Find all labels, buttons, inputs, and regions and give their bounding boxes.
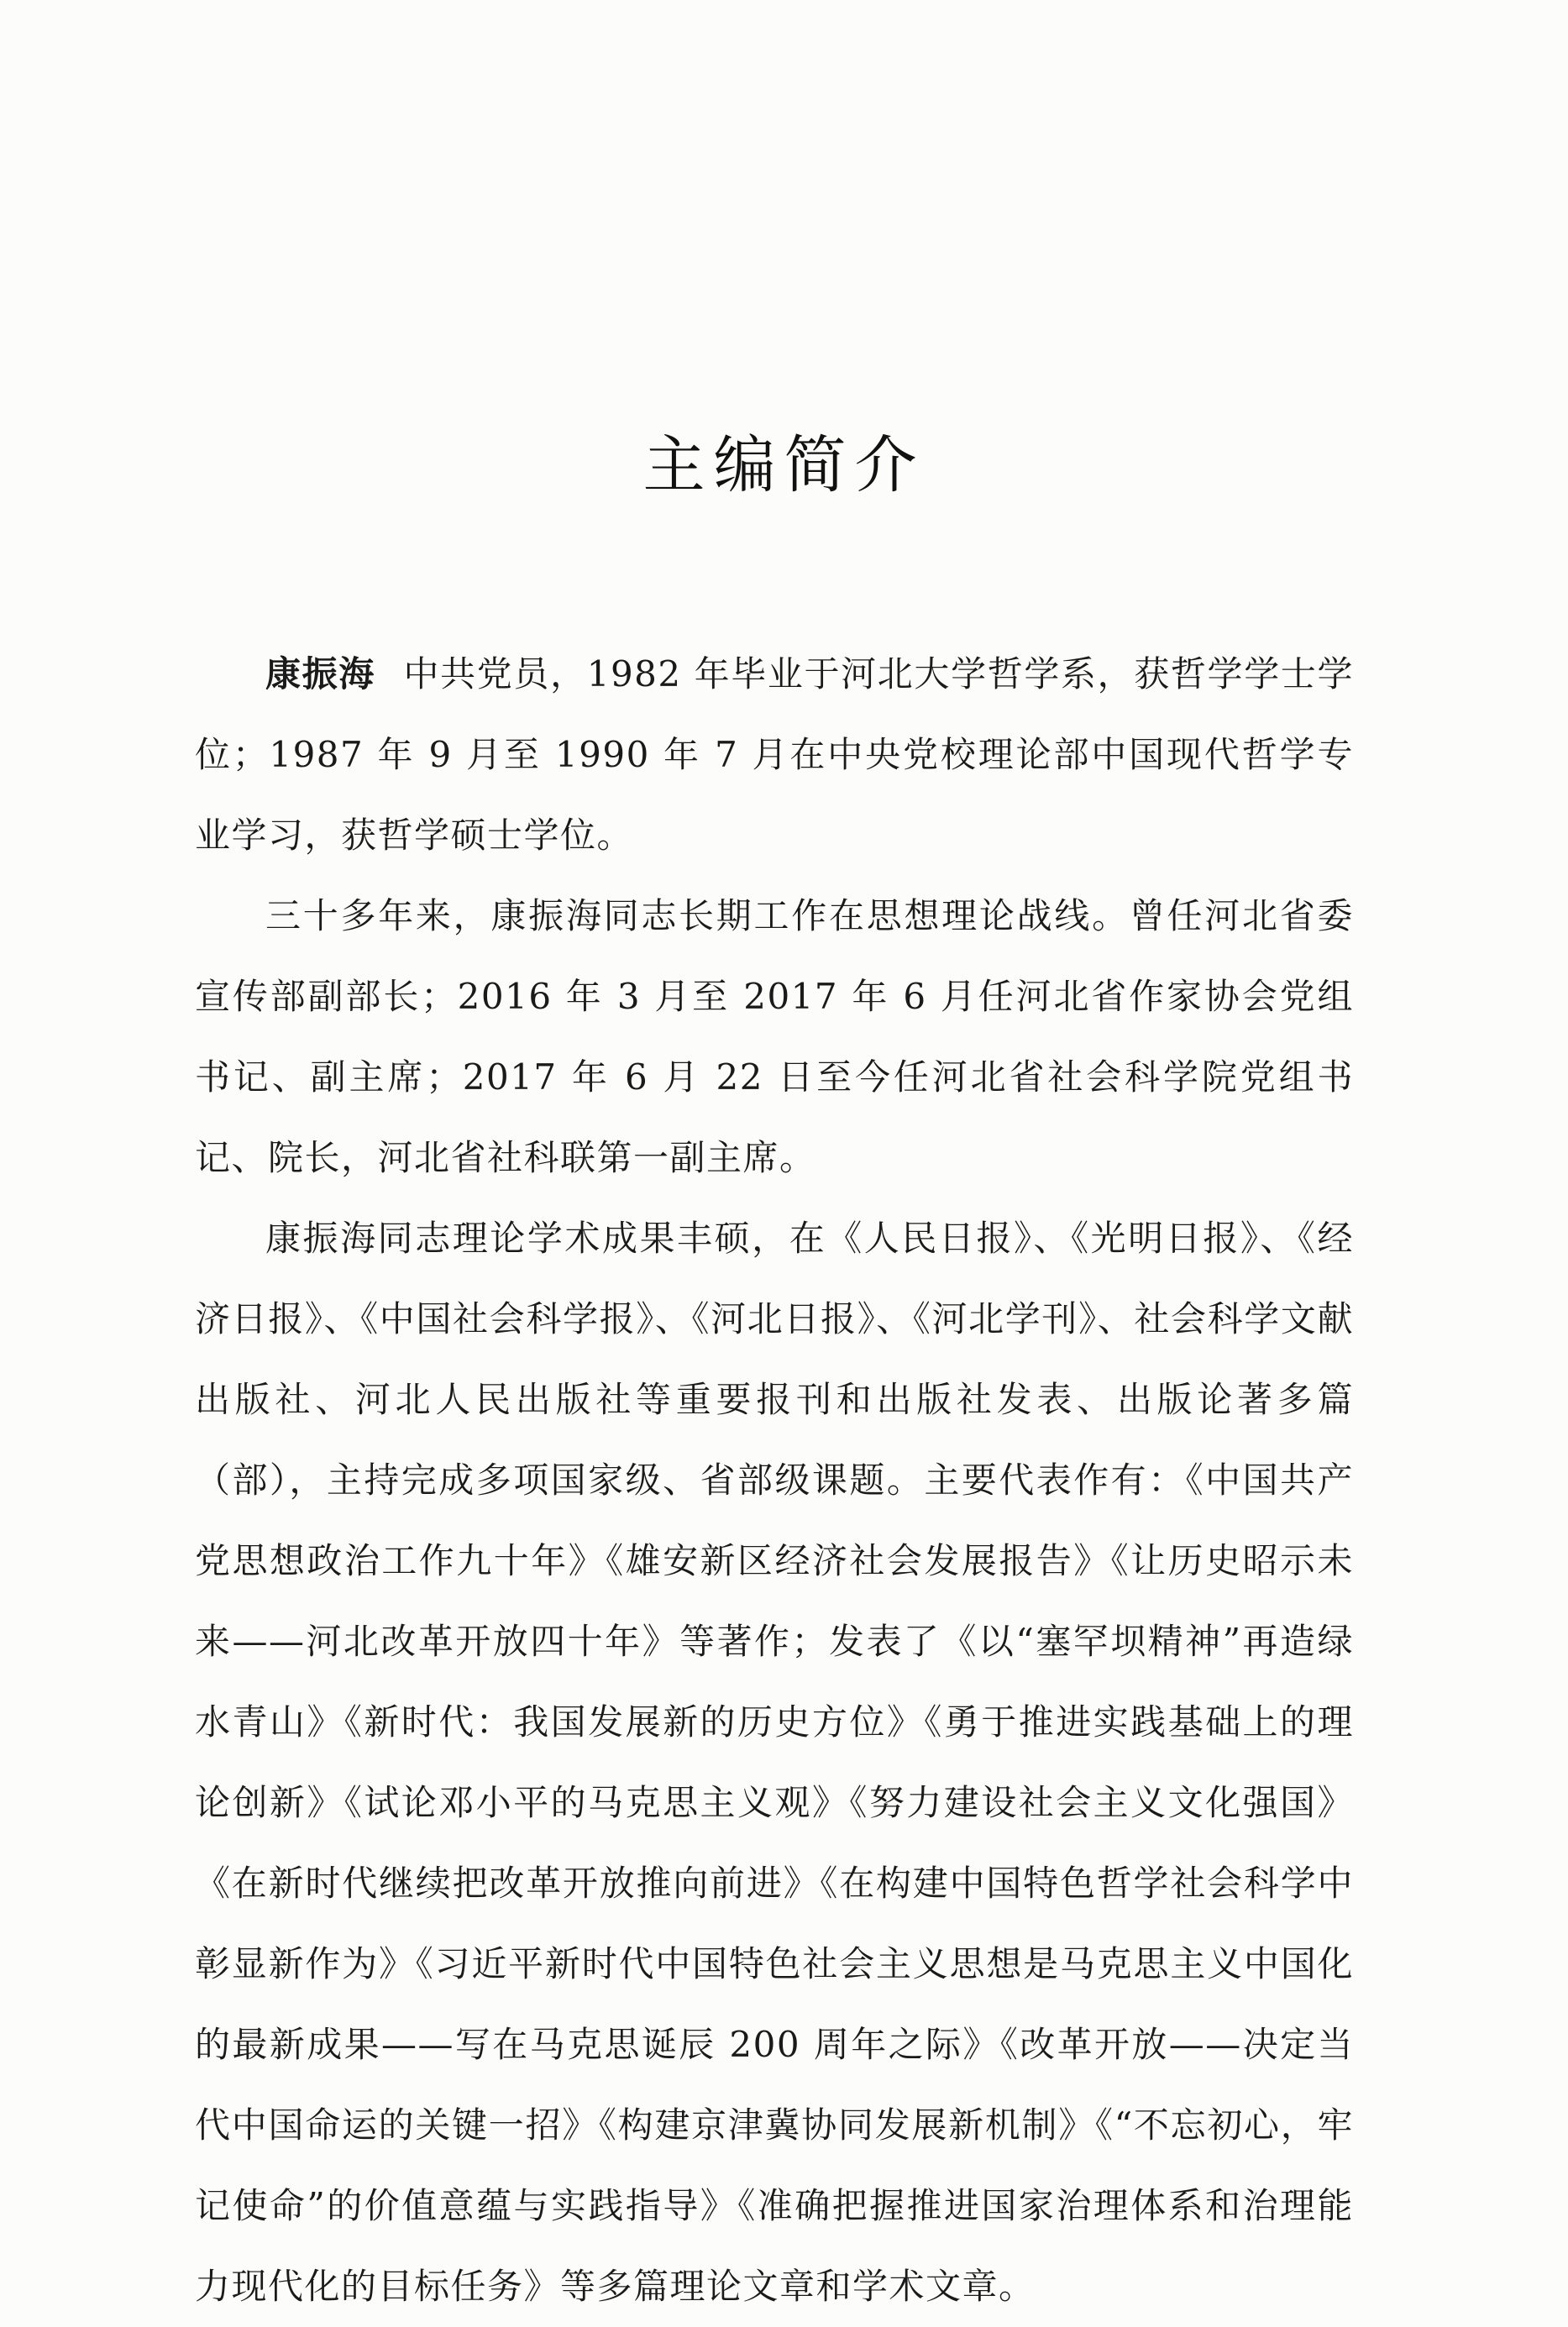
bio-intro-paragraph [195,634,1354,876]
bio-body [195,634,1354,2327]
bio-intro-text: 中共党员，1982 年毕业于河北大学哲学系，获哲学学士学位；1987 年 9 月至 1990 年 7 月在中央党校理论部中国现代哲学专业学习，获哲学硕士学位。 [195,653,1354,856]
bio-achievements-paragraph: 康振海同志理论学术成果丰硕，在《人民日报》、《光明日报》、《经济日报》、《中国社会科学报》、《河北日报》、《河北学刊》、社会科学文献出版社、河北人民出版社等重要报刊和出版社发表、出版论著多篇（部），主持完成多项国家级、省部级课题。主要代表作有：《中国共产党思想政治工作九十年》《雄安新区经济社会发展报告》《让历史昭示未来——河北改革开放四十年》等著作；发表了《以“塞罕坝精神”再造绿水青山》《新时代：我国发展新的历史方位》《勇于推进实践基础上的理论创新》《试论邓小平的马克思主义观》《努力建设社会主义文化强国》《在新时代继续把改革开放推向前进》《在构建中国特色哲学社会科学中彰显新作为》《习近平新时代中国特色社会主义思想是马克思主义中国化的最新成果——写在马克思诞辰 200 周年之际》《改革开放——决定当代中国命运的关键一招》《构建京津冀协同发展新机制》《“不忘初心，牢记使命”的价值意蕴与实践指导》《准确把握推进国家治理体系和治理能力现代化的目标任务》等多篇理论文章和学术文章。 [195,1218,1354,2307]
editor-name: 康振海 [265,653,375,694]
page-title: 主编简介 [642,429,926,501]
bio-career-paragraph: 三十多年来，康振海同志长期工作在思想理论战线。曾任河北省委宣传部副部长；2016 年 3 月至 2017 年 6 月任河北省作家协会党组书记、副主席；2017 年 6 月 22 日至今任河北省社会科学院党组书记、院长，河北省社科联第一副主席。 [195,895,1354,1178]
